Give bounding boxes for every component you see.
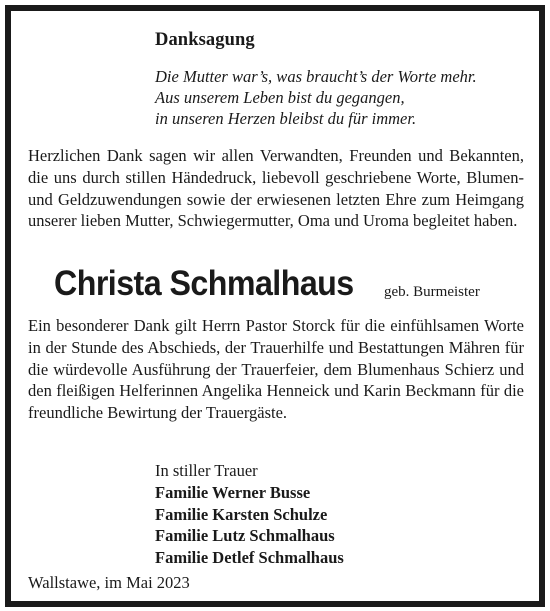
place-date: Wallstawe, im Mai 2023 — [28, 573, 190, 592]
maiden-name: geb. Burmeister — [384, 284, 480, 300]
deceased-name-line — [54, 264, 480, 304]
poem-line-2: Aus unserem Leben bist du gegangen, — [155, 88, 405, 107]
signoff-intro: In stiller Trauer — [155, 461, 258, 480]
poem-line-3: in unseren Herzen bleibst du für immer. — [155, 109, 417, 128]
family-name: Familie Detlef Schmalhaus — [155, 548, 344, 568]
special-thanks-paragraph: Ein besonderer Dank gilt Herrn Pastor Storck für die einfühlsamen Worte in der Stunde des Abschieds, der Trauerhilfe und Bestattungen Mähren für die würdevolle Ausführung der Trauerfeier, dem Blumenhaus Schierz und den fleißigen Helferinnen Angelika Henneick und Karin Beckmann für die freundliche Bewirtung der Trauergäste. — [28, 316, 524, 423]
family-name: Familie Karsten Schulze — [155, 504, 328, 524]
signoff — [155, 460, 344, 569]
poem — [155, 66, 477, 129]
poem-line-1: Die Mutter war’s, was braucht’s der Worte mehr. — [155, 67, 477, 86]
thanks-paragraph: Herzlichen Dank sagen wir allen Verwandten, Freunden und Bekannten, die uns durch stillen Händedruck, liebevoll geschriebene Worte, Blumen- und Geldzuwendungen sowie der erwiesenen letzten Ehre zum Heimgang unserer lieben Mutter, Schwiegermutter, Oma und Uroma begleitet haben. — [28, 146, 524, 231]
family-name: Familie Werner Busse — [155, 482, 311, 502]
family-name: Familie Lutz Schmalhaus — [155, 526, 335, 546]
obituary-content — [11, 11, 539, 601]
deceased-name: Christa Schmalhaus — [54, 264, 354, 303]
obituary-frame — [5, 5, 545, 607]
heading: Danksagung — [155, 30, 255, 50]
